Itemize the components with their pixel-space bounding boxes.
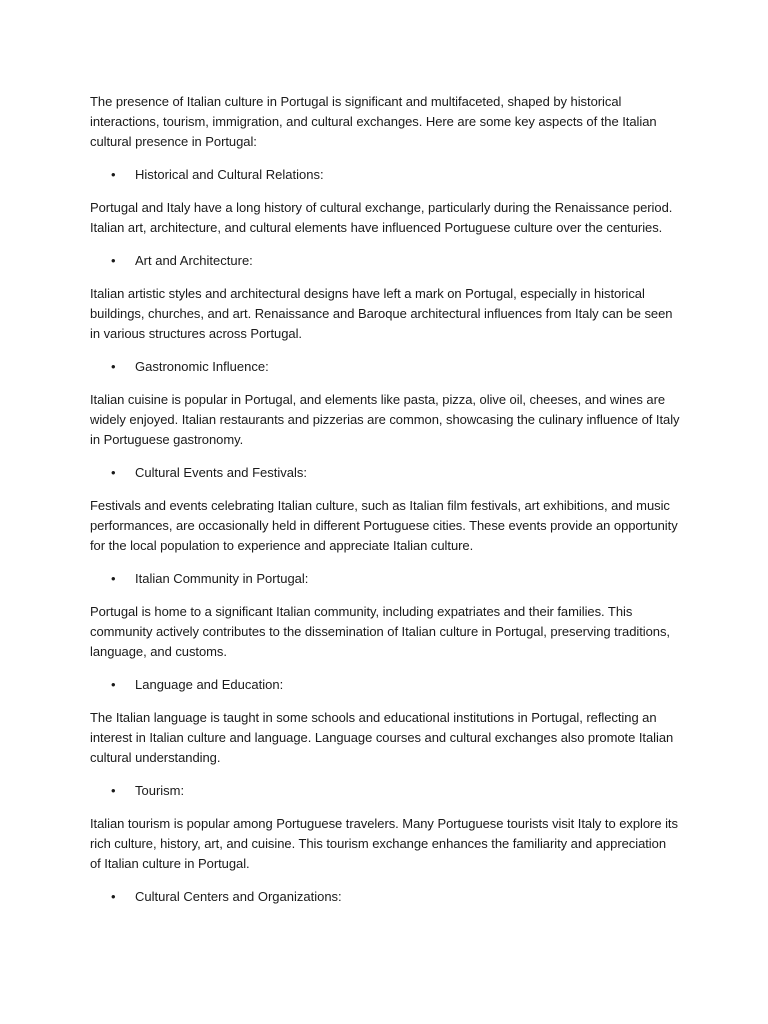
bullet-item-historical [90,165,680,185]
bullet-label: Language and Education: [135,677,284,692]
bullet-icon: • [111,359,116,374]
bullet-item-tourism [90,781,680,801]
bullet-icon: • [111,571,116,586]
section-paragraph: The Italian language is taught in some schools and educational institutions in Portugal, reflecting an interest in Italian culture and language. Language courses and cultural exchanges also promote Italian cultural understanding. [90,710,674,765]
bullet-item-gastronomy [90,357,680,377]
document-page [90,92,680,920]
section-paragraph: Portugal is home to a significant Italian community, including expatriates and their families. This community actively contributes to the dissemination of Italian culture in Portugal, preserving traditions, language, and customs. [90,604,670,659]
bullet-icon: • [111,677,116,692]
bullet-icon: • [111,783,116,798]
section-paragraph: Festivals and events celebrating Italian culture, such as Italian film festivals, art exhibitions, and music performances, are occasionally held in different Portuguese cities. These events provide an opportunity for the local population to experience and appreciate Italian culture. [90,498,678,553]
section-paragraph: Italian artistic styles and architectural designs have left a mark on Portugal, especially in historical buildings, churches, and art. Renaissance and Baroque architectural influences from Italy can be seen in various structures across Portugal. [90,286,673,341]
bullet-item-art [90,251,680,271]
bullet-icon: • [111,167,116,182]
bullet-label: Cultural Centers and Organizations: [135,889,342,904]
intro-paragraph: The presence of Italian culture in Portugal is significant and multifaceted, shaped by historical interactions, tourism, immigration, and cultural exchanges. Here are some key aspects of the Italian cultural presence in Portugal: [90,94,657,149]
bullet-icon: • [111,465,116,480]
bullet-item-events [90,463,680,483]
section-paragraph: Italian cuisine is popular in Portugal, and elements like pasta, pizza, olive oil, cheeses, and wines are widely enjoyed. Italian restaurants and pizzerias are common, showcasing the culinary influence of Italy in Portuguese gastronomy. [90,392,680,447]
bullet-label: Art and Architecture: [135,253,253,268]
bullet-label: Gastronomic Influence: [135,359,269,374]
section-paragraph: Portugal and Italy have a long history of cultural exchange, particularly during the Renaissance period. Italian art, architecture, and cultural elements have influenced Portuguese culture over the centuries. [90,200,673,235]
section-paragraph: Italian tourism is popular among Portuguese travelers. Many Portuguese tourists visit Italy to explore its rich culture, history, art, and cuisine. This tourism exchange enhances the familiarity and appreciation of Italian culture in Portugal. [90,816,678,871]
bullet-icon: • [111,889,116,904]
bullet-label: Cultural Events and Festivals: [135,465,307,480]
bullet-label: Italian Community in Portugal: [135,571,309,586]
bullet-label: Historical and Cultural Relations: [135,167,324,182]
bullet-item-cultural-centers [90,887,680,907]
bullet-item-language [90,675,680,695]
bullet-icon: • [111,253,116,268]
bullet-label: Tourism: [135,783,185,798]
bullet-item-community [90,569,680,589]
